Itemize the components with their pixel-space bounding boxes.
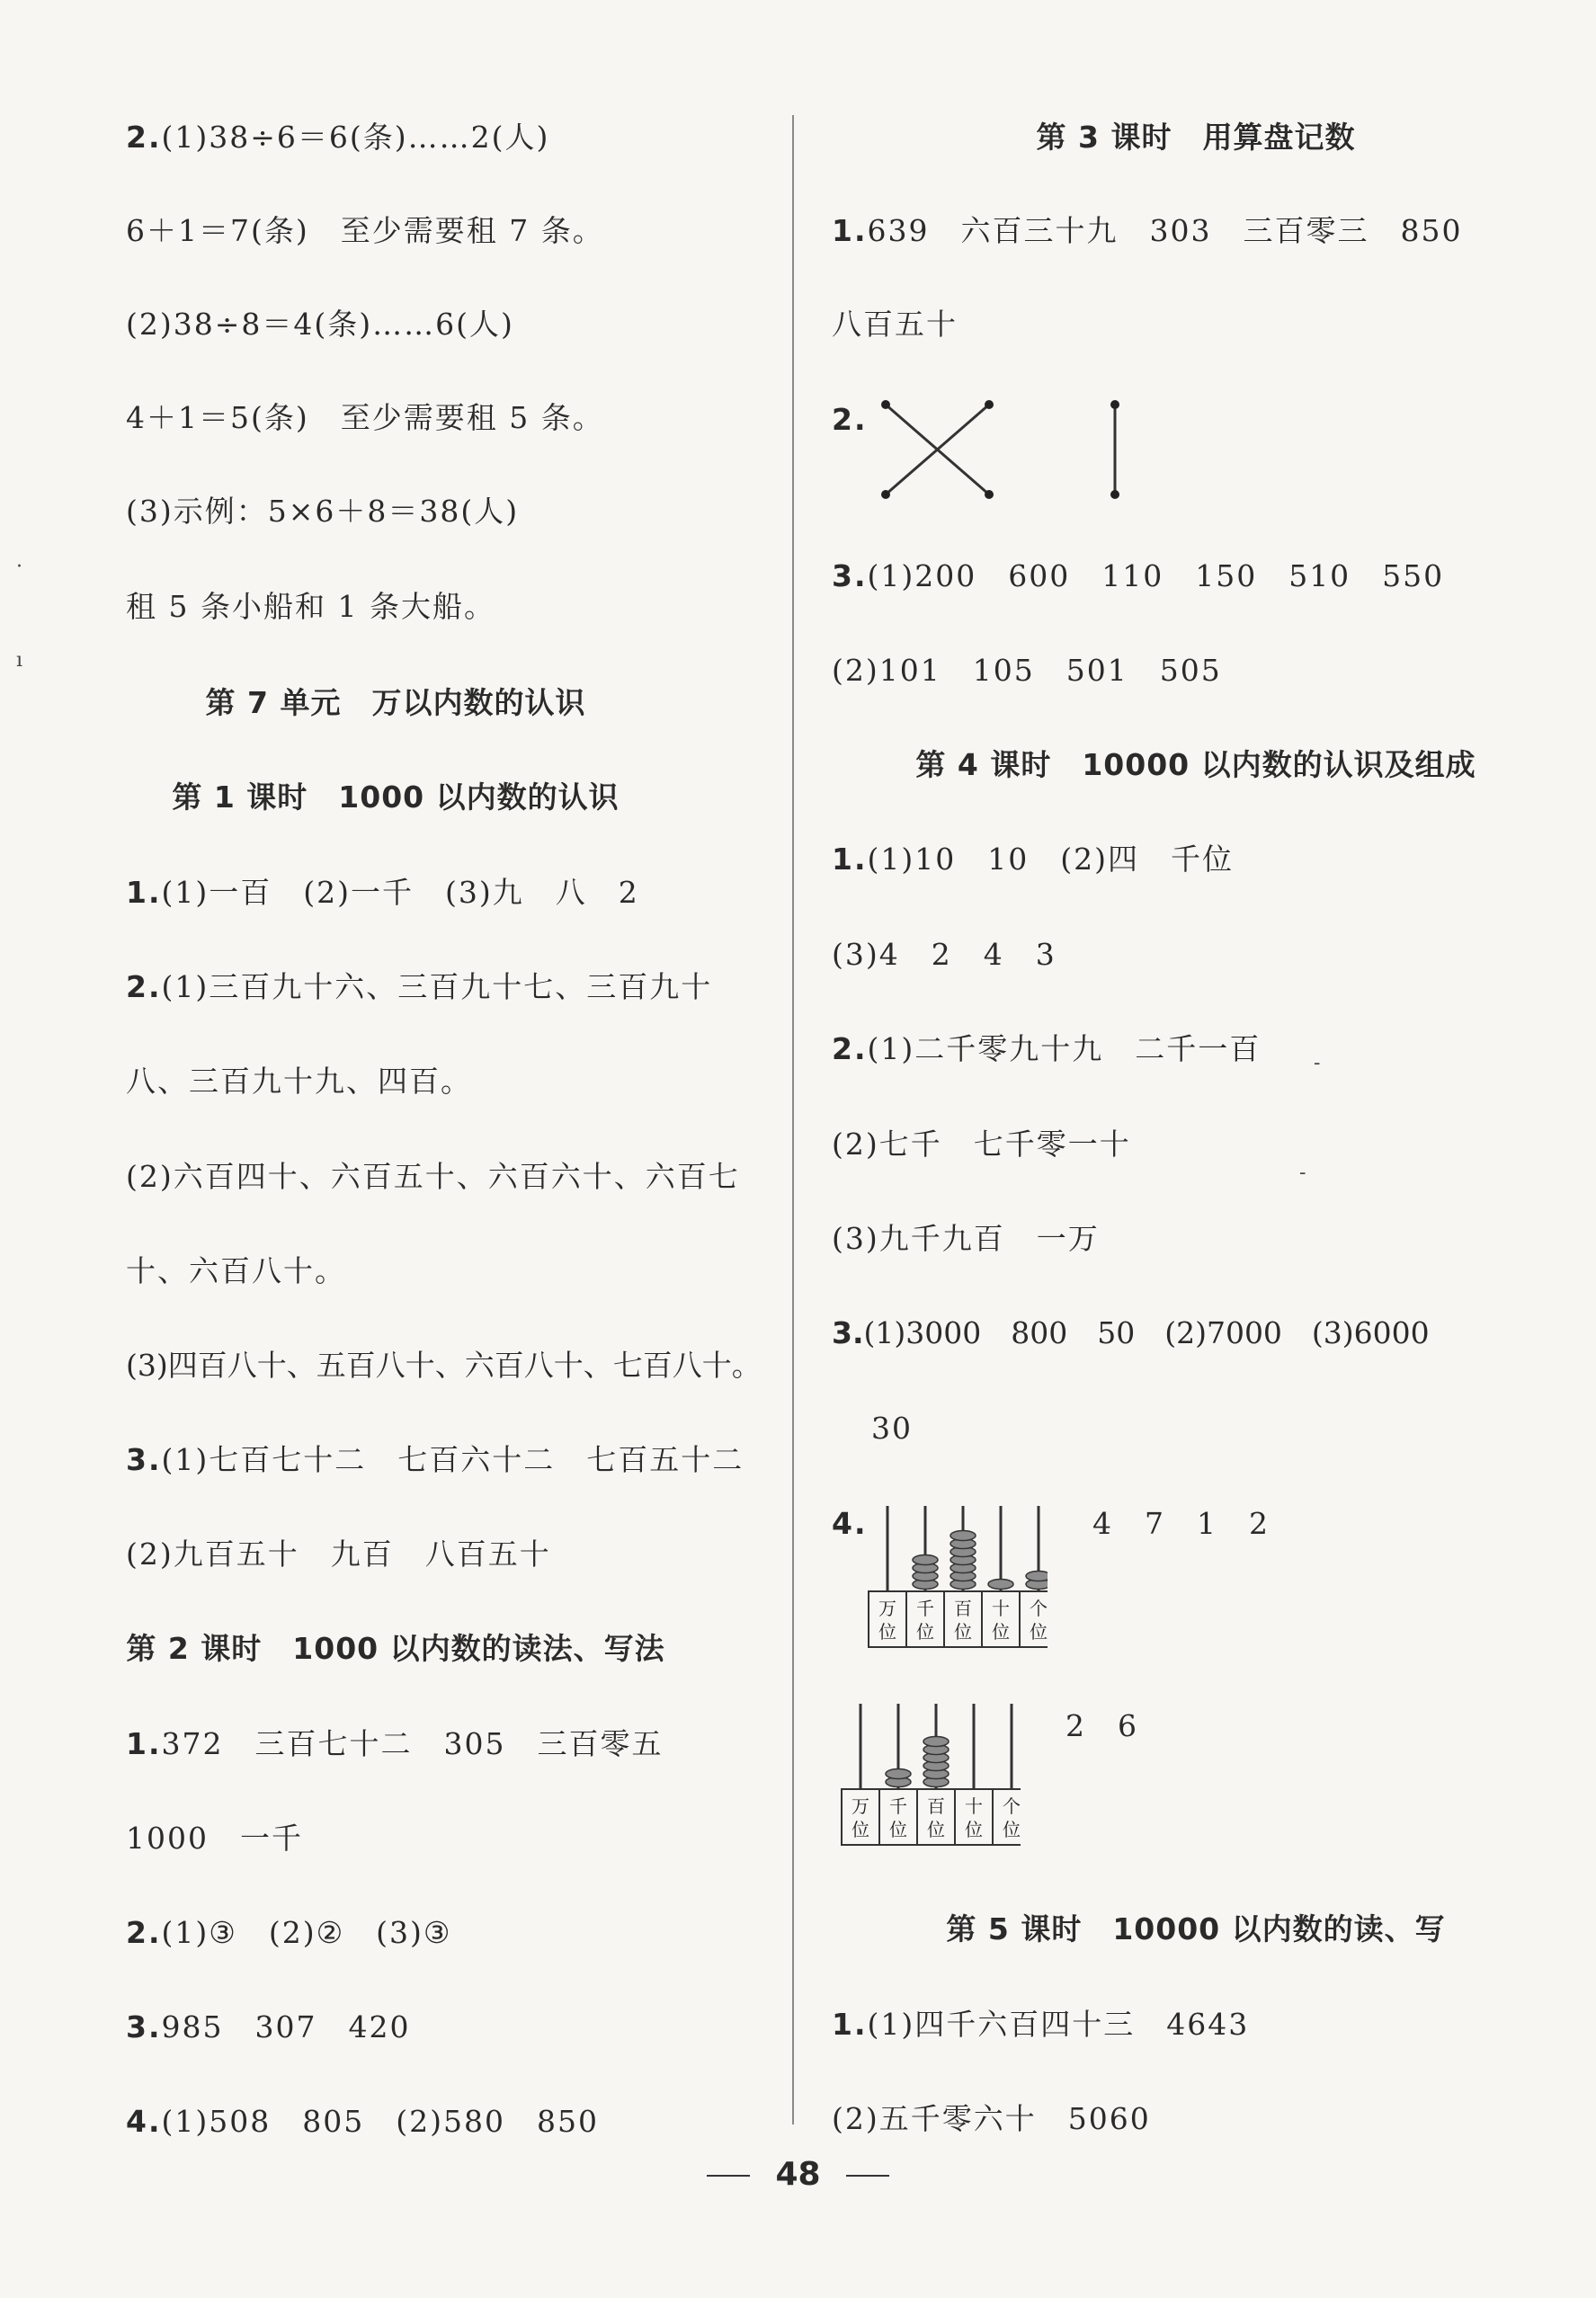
matching-line-single <box>1101 396 1128 503</box>
answer-line: 2.(1)③ (2)② (3)③ <box>126 1915 452 1950</box>
abacus-place-label: 位 <box>954 1621 972 1643</box>
abacus-place-label: 百 <box>927 1795 945 1817</box>
answer-line: 1.372 三百七十二 305 三百零五 <box>126 1726 664 1761</box>
answer-line: 1.639 六百三十九 303 三百零三 850 <box>832 213 1463 248</box>
abacus-place-label: 位 <box>927 1819 945 1840</box>
answer-line: 1000 一千 <box>126 1821 303 1856</box>
abacus-place-label: 位 <box>878 1621 896 1643</box>
answer-line: 3.(1)200 600 110 150 510 550 <box>832 558 1445 593</box>
answer-line: (3)示例：5×6＋8＝38(人) <box>126 494 520 529</box>
answer-line: 2.(1)38÷6＝6(条)……2(人) <box>126 120 550 155</box>
abacus-bead <box>913 1555 938 1565</box>
abacus-place-label: 个 <box>1003 1795 1021 1817</box>
lesson-title: 第 5 课时 10000 以内数的读、写 <box>946 1911 1446 1946</box>
column-divider <box>792 115 794 2124</box>
abacus-place-label: 位 <box>889 1819 907 1840</box>
answer-line: (2)101 105 501 505 <box>832 653 1222 688</box>
answer-line: 3.985 307 420 <box>126 2009 411 2044</box>
answer-line: (2)38÷8＝4(条)……6(人) <box>126 307 514 342</box>
right-column <box>796 0 1596 2298</box>
abacus-place-label: 位 <box>1003 1819 1021 1840</box>
answer-line: 租 5 条小船和 1 条大船。 <box>126 589 495 624</box>
abacus-reading: 4 7 1 2 <box>1092 1506 1270 1541</box>
answer-line: 2.(1)三百九十六、三百九十七、三百九十 <box>126 969 713 1004</box>
answer-line: (2)九百五十 九百 八百五十 <box>126 1536 551 1572</box>
lesson-title: 第 4 课时 10000 以内数的认识及组成 <box>915 747 1476 782</box>
abacus-place-label: 万 <box>878 1598 896 1619</box>
answer-line: 八百五十 <box>832 307 958 342</box>
answer-line: 3.(1)七百七十二 七百六十二 七百五十二 <box>126 1442 745 1477</box>
abacus-bead <box>923 1737 949 1747</box>
abacus-place-label: 位 <box>916 1621 934 1643</box>
unit-title: 第 7 单元 万以内数的认识 <box>205 685 586 720</box>
abacus-bead <box>988 1580 1013 1590</box>
answer-line: 十、六百八十。 <box>126 1253 346 1288</box>
abacus-reading: 2 6 <box>1065 1708 1138 1743</box>
abacus-bead <box>886 1769 911 1779</box>
abacus-diagram <box>841 1699 1021 1852</box>
abacus-place-label: 千 <box>916 1598 934 1619</box>
abacus-place-label: 位 <box>851 1819 869 1840</box>
answer-line: (3)4 2 4 3 <box>832 937 1057 972</box>
scan-mark: · <box>16 556 22 578</box>
lesson-title: 第 2 课时 1000 以内数的读法、写法 <box>126 1631 665 1666</box>
answer-line: (2)六百四十、六百五十、六百六十、六百七 <box>126 1159 740 1194</box>
answer-line: (3)九千九百 一万 <box>832 1221 1100 1256</box>
abacus-place-label: 个 <box>1030 1598 1048 1619</box>
answer-line: 1.(1)10 10 (2)四 千位 <box>832 842 1234 877</box>
abacus-place-label: 位 <box>992 1621 1010 1643</box>
left-column <box>0 0 791 2298</box>
answer-line: 1.(1)四千六百四十三 4643 <box>832 2007 1250 2042</box>
answer-line: 4.(1)508 805 (2)580 850 <box>126 2104 599 2139</box>
lesson-title: 第 1 课时 1000 以内数的认识 <box>172 779 620 815</box>
abacus-diagram <box>868 1501 1048 1654</box>
answer-line: 3.(1)3000 800 50 (2)7000 (3)6000 <box>832 1315 1430 1350</box>
matching-lines-diagram <box>859 396 1039 503</box>
answer-line: 30 <box>871 1411 913 1446</box>
abacus-place-label: 十 <box>992 1598 1010 1619</box>
abacus-place-label: 万 <box>851 1795 869 1817</box>
abacus-place-label: 百 <box>954 1598 972 1619</box>
abacus-place-label: 位 <box>965 1819 983 1840</box>
answer-line: 2.(1)二千零九十九 二千一百 <box>832 1031 1262 1066</box>
abacus-place-label: 千 <box>889 1795 907 1817</box>
abacus-bead <box>950 1531 976 1541</box>
answer-line: 1.(1)一百 (2)一千 (3)九 八 2 <box>126 875 639 910</box>
answer-line: 4. <box>832 1506 868 1541</box>
lesson-title: 第 3 课时 用算盘记数 <box>1036 120 1356 155</box>
scan-mark: - <box>1314 1052 1321 1074</box>
answer-line: 4＋1＝5(条) 至少需要租 5 条。 <box>126 400 604 435</box>
answer-line: (2)五千零六十 5060 <box>832 2101 1151 2136</box>
abacus-bead <box>1026 1572 1048 1581</box>
answer-line: (2)七千 七千零一十 <box>832 1127 1131 1162</box>
answer-line: 八、三百九十九、四百。 <box>126 1064 472 1099</box>
answer-line: (3)四百八十、五百八十、六百八十、七百八十。 <box>126 1348 762 1383</box>
answer-line: 2. <box>832 402 868 437</box>
answer-line: 6＋1＝7(条) 至少需要租 7 条。 <box>126 213 604 248</box>
abacus-place-label: 十 <box>965 1795 983 1817</box>
page-number: 48 <box>0 2156 1596 2193</box>
scan-mark: ı <box>16 649 23 672</box>
scan-mark: - <box>1299 1162 1306 1184</box>
abacus-place-label: 位 <box>1030 1621 1048 1643</box>
